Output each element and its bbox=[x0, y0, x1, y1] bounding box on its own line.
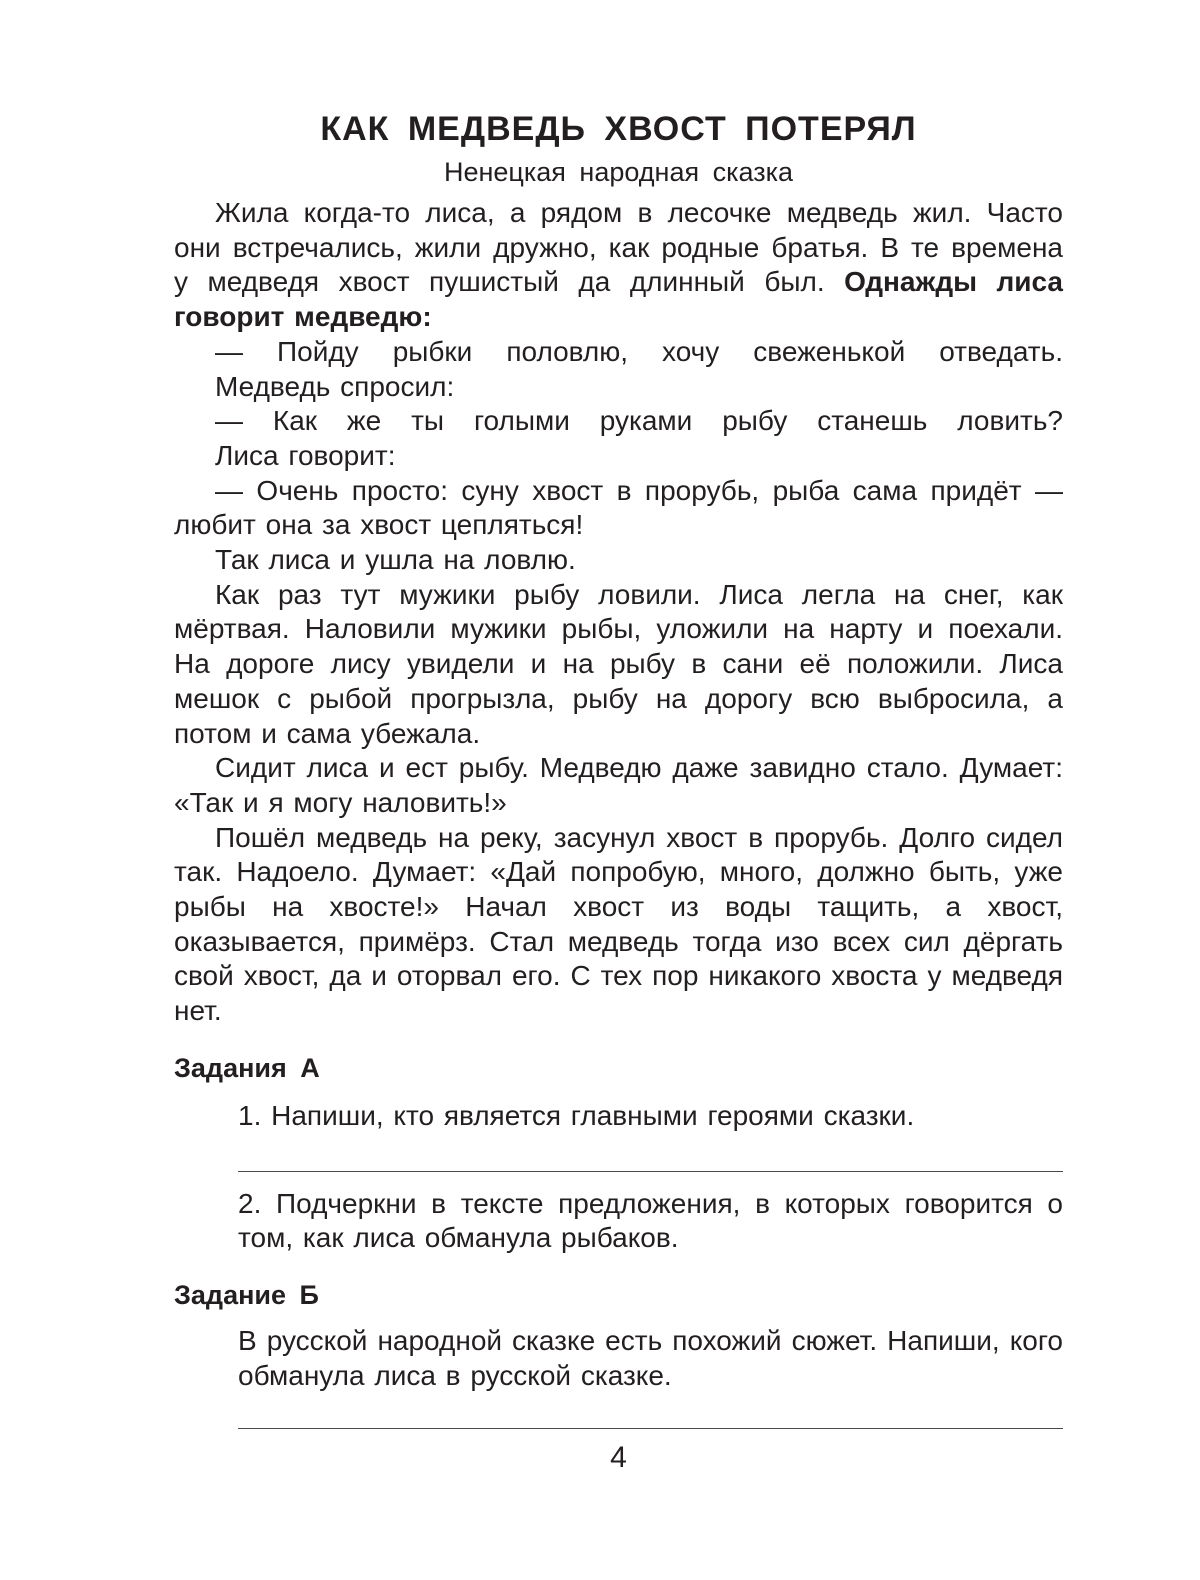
story-paragraph: Лиса говорит: bbox=[215, 439, 396, 471]
story-paragraph: — Пойду рыбки половлю, хочу свеженькой отведать. bbox=[215, 335, 1063, 367]
task-b: В русской народной сказке есть похожий сюжет. Напиши, кого обманула лиса в русской сказке. bbox=[238, 1324, 1063, 1391]
story-title: КАК МЕДВЕДЬ ХВОСТ ПОТЕРЯЛ bbox=[320, 110, 917, 148]
story-paragraph: Как раз тут мужики рыбу ловили. Лиса легла на снег, как мёртвая. Наловили мужики рыбы, уложили на нарту и поехали. На дороге лису увидели и на рыбу в сани её положили. Лиса мешок с рыбой прогрызла, рыбу на дорогу всю выбросила, а потом и сама убежала. bbox=[174, 578, 1063, 749]
story-text bbox=[174, 196, 1063, 1029]
story-paragraph: Пошёл медведь на реку, засунул хвост в прорубь. Долго сидел так. Надоело. Думает: «Дай попробую, много, должно быть, уже рыбы на хвосте!» Начал хвост из воды тащить, а хвост, оказывается, примёрз. Стал медведь тогда изо всех сил дёргать свой хвост, да и оторвал его. С тех пор никакого хвоста у медведя нет. bbox=[174, 821, 1063, 1027]
story-paragraph: Так лиса и ушла на ловлю. bbox=[215, 544, 576, 576]
story-paragraph bbox=[174, 196, 1063, 335]
task-a1: 1. Напиши, кто является главными героями сказки. bbox=[238, 1099, 915, 1131]
story-subtitle: Ненецкая народная сказка bbox=[443, 157, 794, 187]
story-paragraph-text: Жила когда-то лиса, а рядом в лесочке медведь жил. Часто они встречались, жили дружно, как родные братья. В те времена у медведя хвост пушистый да длинный был. bbox=[174, 197, 1063, 298]
story-paragraph: Сидит лиса и ест рыбу. Медведю даже завидно стало. Думает: «Так и я могу наловить!» bbox=[174, 752, 1063, 818]
worksheet-page bbox=[174, 108, 1063, 1429]
tasks-a-heading: Задания А bbox=[174, 1052, 320, 1083]
answer-line-task-b[interactable] bbox=[238, 1428, 1063, 1429]
story-bold-sentence: Однажды лиса говорит медведю: bbox=[174, 266, 1063, 333]
story-paragraph: Медведь спросил: bbox=[215, 370, 455, 402]
story-paragraph: — Как же ты голыми руками рыбу станешь ловить? bbox=[215, 405, 1063, 437]
task-b-heading: Задание Б bbox=[174, 1279, 319, 1310]
task-a2: 2. Подчеркни в тексте предложения, в которых говорится о том, как лиса обманула рыбаков. bbox=[238, 1187, 1063, 1254]
story-paragraph: — Очень просто: суну хвост в прорубь, рыба сама придёт — любит она за хвост цепляться! bbox=[174, 474, 1063, 541]
page-number: 4 bbox=[610, 1441, 627, 1474]
